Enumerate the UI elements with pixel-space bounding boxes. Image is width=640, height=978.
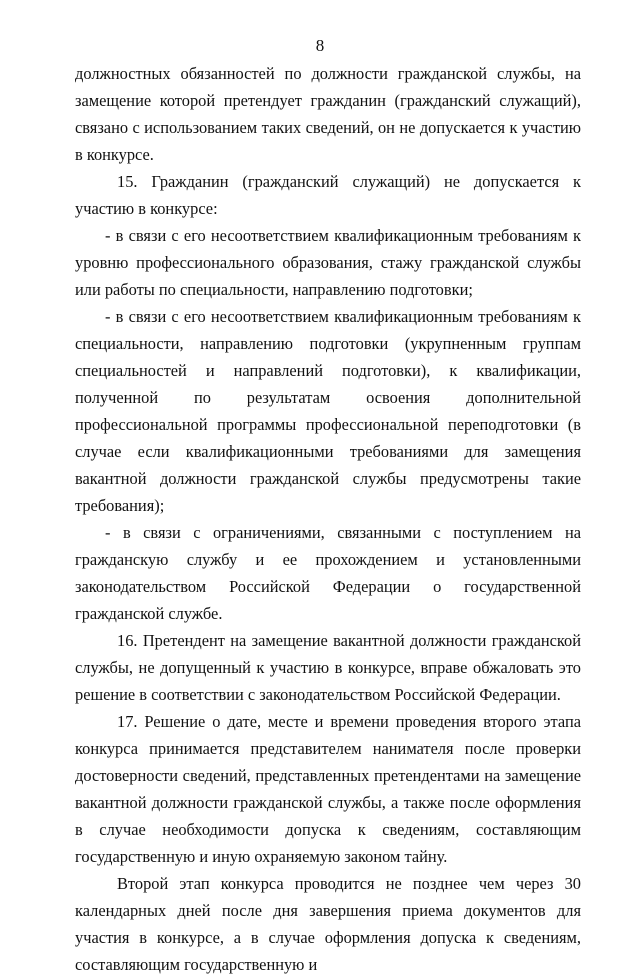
document-body — [75, 60, 581, 978]
page-number: 8 — [315, 36, 325, 55]
paragraph-15: 15. Гражданин (гражданский служащий) не допускается к участию в конкурсе: — [75, 172, 581, 218]
list-item-education: - в связи с его несоответствием квалификационным требованиям к уровню профессионального образования, стажу гражданской службы или работы по специальности, направлению подготовки; — [75, 226, 581, 299]
paragraph-16: 16. Претендент на замещение вакантной должности гражданской службы, не допущенный к участию в конкурсе, вправе обжаловать это решение в соответствии с законодательством Российской Федерации. — [75, 631, 581, 704]
paragraph-17: 17. Решение о дате, месте и времени проведения второго этапа конкурса принимается представителем нанимателя после проверки достоверности сведений, представленных претендентами на замещение вакантной должности гражданской службы, а также после оформления в случае необходимости допуска к сведениям, составляющим государственную и иную охраняемую законом тайну. — [75, 712, 581, 866]
paragraph-continuation: должностных обязанностей по должности гражданской службы, на замещение которой претендует гражданин (гражданский служащий), связано с использованием таких сведений, он не допускается к участию в конкурсе. — [75, 64, 581, 164]
paragraph-second-stage: Второй этап конкурса проводится не позднее чем через 30 календарных дней после дня завершения приема документов для участия в конкурсе, а в случае оформления допуска к сведениям, составляющим государственную и — [75, 874, 581, 974]
list-item-specialty: - в связи с его несоответствием квалификационным требованиям к специальности, направлению подготовки (укрупненным группам специальностей и направлений подготовки), к квалификации, полученной по результатам освоения дополнительной профессиональной программы профессиональной переподготовки (в случае если квалификационными требованиями для замещения вакантной должности гражданской службы предусмотрены такие требования); — [75, 307, 581, 515]
list-item-restrictions: - в связи с ограничениями, связанными с поступлением на гражданскую службу и ее прохождением и установленными законодательством Российской Федерации о государственной гражданской службе. — [75, 523, 581, 623]
